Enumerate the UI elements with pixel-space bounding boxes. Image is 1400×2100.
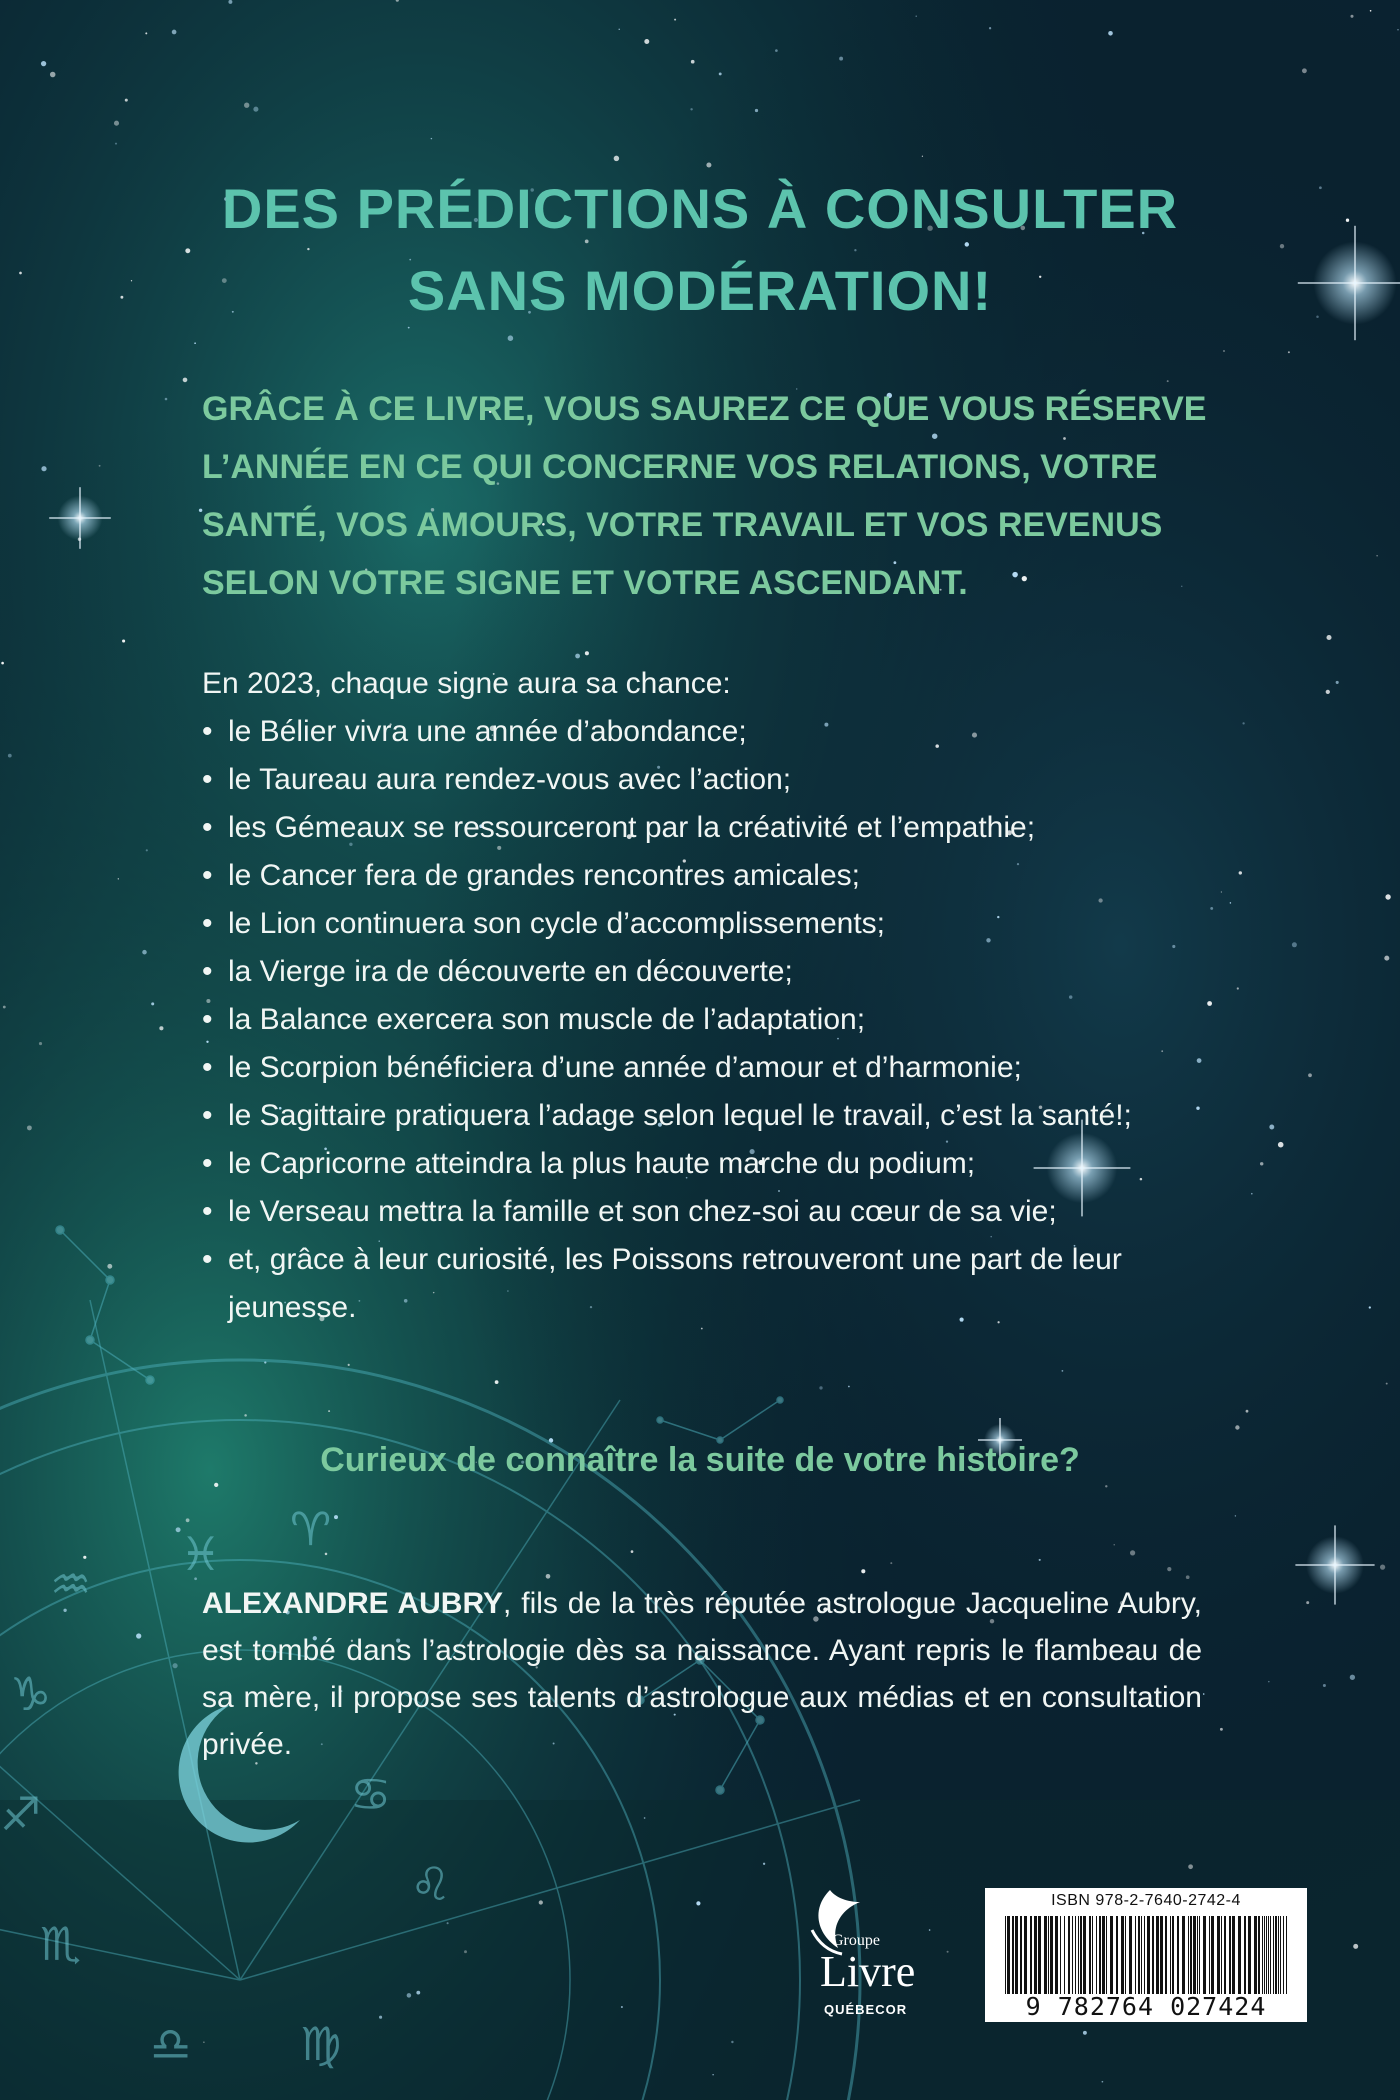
bullet-dot: • <box>202 763 213 796</box>
svg-text:♏: ♏ <box>40 1917 82 1971</box>
bullet-dot: • <box>202 1051 213 1084</box>
prediction-item <box>202 900 1222 948</box>
prediction-item <box>202 996 1222 1044</box>
publisher-sub: QUÉBECOR <box>824 2002 908 2017</box>
prediction-text: le Capricorne atteindra la plus haute marche du podium; <box>228 1147 976 1180</box>
prediction-item <box>202 1140 1222 1188</box>
author-bio <box>202 1580 1202 1768</box>
question-line: Curieux de connaître la suite de votre histoire? <box>320 1441 1080 1479</box>
svg-text:♈: ♈ <box>290 1502 332 1556</box>
isbn-label: ISBN 978-2-7640-2742-4 <box>1051 1892 1241 1909</box>
prediction-item <box>202 1092 1222 1140</box>
barcode-bars <box>1003 1916 1293 1994</box>
bullet-dot: • <box>202 955 213 988</box>
bullet-dot: • <box>202 811 213 844</box>
bullet-dot: • <box>202 1003 213 1036</box>
prediction-item <box>202 1044 1222 1092</box>
prediction-text: le Taureau aura rendez-vous avec l’action; <box>228 763 792 796</box>
bullet-dot: • <box>202 715 213 748</box>
prediction-text: et, grâce à leur curiosité, les Poissons retrouveront une part de leur jeunesse. <box>228 1243 1122 1324</box>
prediction-item <box>202 948 1222 996</box>
svg-text:♌: ♌ <box>410 1857 452 1911</box>
svg-text:♍: ♍ <box>300 2017 342 2071</box>
intro-paragraph: GRÂCE À CE LIVRE, VOUS SAUREZ CE QUE VOUS RÉSERVE L’ANNÉE EN CE QUI CONCERNE VOS RELATIONS, VOTRE SANTÉ, VOS AMOURS, VOTRE TRAVAIL ET VOS REVENUS SELON VOTRE SIGNE ET VOTRE ASCENDANT. <box>202 390 1207 602</box>
prediction-item <box>202 708 1222 756</box>
prediction-item <box>202 756 1222 804</box>
headline-line-1: DES PRÉDICTIONS À CONSULTER <box>221 177 1179 240</box>
predictions-lead: En 2023, chaque signe aura sa chance: <box>202 667 731 700</box>
prediction-item <box>202 804 1222 852</box>
svg-text:♒: ♒ <box>50 1557 92 1611</box>
prediction-text: le Verseau mettra la famille et son chez-soi au cœur de sa vie; <box>228 1195 1057 1228</box>
prediction-text: le Scorpion bénéficiera d’une année d’amour et d’harmonie; <box>228 1051 1022 1084</box>
publisher-logo-icon <box>790 1880 960 2030</box>
prediction-item <box>202 852 1222 900</box>
prediction-text: le Bélier vivra une année d’abondance; <box>228 715 747 748</box>
prediction-text: le Lion continuera son cycle d’accomplissements; <box>228 907 885 940</box>
headline-line-2: SANS MODÉRATION! <box>407 259 993 322</box>
bullet-dot: • <box>202 1243 213 1276</box>
bullet-dot: • <box>202 1147 213 1180</box>
prediction-text: le Cancer fera de grandes rencontres amicales; <box>228 859 860 892</box>
prediction-text: les Gémeaux se ressourceront par la créativité et l’empathie; <box>228 811 1036 844</box>
prediction-text: la Vierge ira de découverte en découverte; <box>228 955 793 988</box>
predictions-items <box>202 708 1222 1332</box>
prediction-text: la Balance exercera son muscle de l’adaptation; <box>228 1003 866 1036</box>
svg-text:♓: ♓ <box>180 1527 222 1581</box>
author-name: ALEXANDRE AUBRY <box>202 1587 504 1620</box>
prediction-item <box>202 1188 1222 1236</box>
predictions-list <box>202 660 1222 1332</box>
svg-text:♑: ♑ <box>10 1667 52 1721</box>
svg-text:♋: ♋ <box>350 1767 392 1821</box>
author-bio-text: , fils de la très réputée astrologue Jacqueline Aubry, est tombé dans l’astrologie dès sa naissance. Ayant repris le flambeau de sa mère, il propose ses talents d’astrologue aux médias et en consultation privée. <box>202 1587 1202 1761</box>
barcode-digits: 9 782764 027424 <box>1025 1992 1267 2021</box>
prediction-text: le Sagittaire pratiquera l’adage selon lequel le travail, c’est la santé!; <box>228 1099 1132 1132</box>
bullet-dot: • <box>202 1195 213 1228</box>
publisher-name: Livre <box>820 1947 916 1996</box>
prediction-item <box>202 1236 1222 1332</box>
bullet-dot: • <box>202 907 213 940</box>
bullet-dot: • <box>202 1099 213 1132</box>
bullet-dot: • <box>202 859 213 892</box>
svg-text:♎: ♎ <box>150 2017 192 2071</box>
publisher-group: Groupe <box>832 1932 880 1949</box>
headline <box>0 168 1400 332</box>
svg-text:♐: ♐ <box>0 1787 42 1841</box>
isbn-barcode <box>985 1888 1307 2022</box>
